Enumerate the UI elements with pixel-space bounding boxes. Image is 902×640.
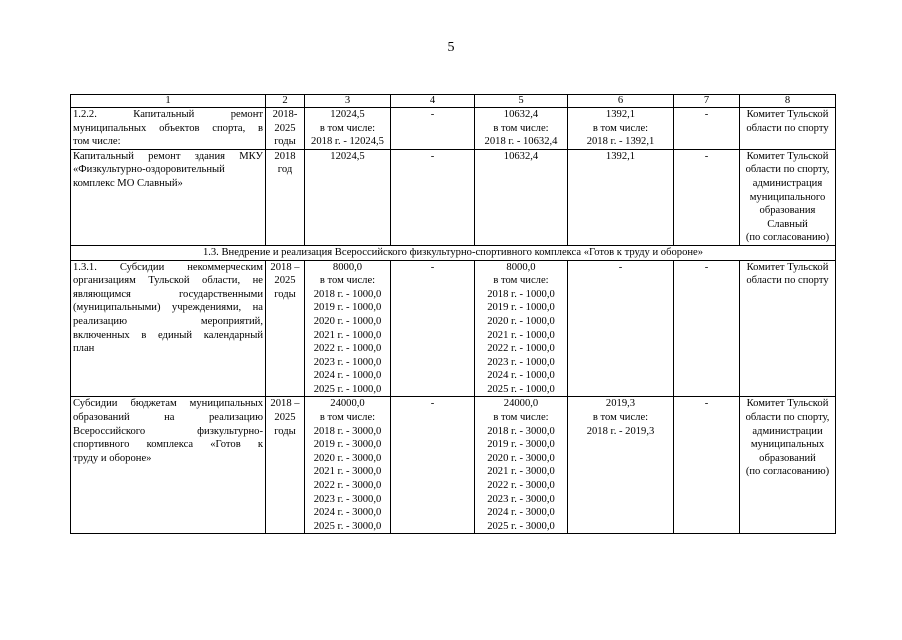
cell-line: годы: [274, 425, 296, 437]
cell-line: -: [430, 150, 435, 162]
description-line: 1.3.1. Субсидии некоммерческим: [73, 261, 263, 273]
page-number: 5: [447, 40, 455, 55]
cell-line: -: [430, 398, 435, 410]
regional-budget-cell: [475, 149, 568, 245]
total-funding-cell: [305, 108, 391, 150]
description-line: комплекс МО Славный»: [73, 177, 183, 189]
cell-line: -: [704, 109, 709, 120]
cell-line: 2020 г. - 1000,0: [487, 315, 555, 327]
activity-description: [71, 149, 266, 245]
other-sources-cell: [674, 260, 740, 397]
cell-line: 2018 г. - 1000,0: [487, 288, 555, 300]
cell-line: 2025: [274, 275, 296, 287]
cell-line: 8000,0: [506, 261, 536, 273]
cell-line: 2019 г. - 3000,0: [487, 439, 555, 451]
federal-budget-cell: [391, 397, 475, 534]
cell-line: -: [618, 261, 623, 273]
cell-line: 2018 –: [270, 261, 300, 273]
cell-line: области по спорту,: [745, 164, 830, 176]
cell-line: 2020 г. - 1000,0: [313, 315, 382, 327]
column-number: 3: [305, 95, 391, 108]
description-line: Субсидии бюджетам муниципальных: [73, 398, 263, 410]
cell-line: области по спорту: [746, 275, 829, 287]
cell-line: 2019,3: [605, 398, 636, 410]
cell-line: 12024,5: [330, 150, 365, 162]
total-funding-cell: [305, 397, 391, 534]
description-line: являющимся государственными: [73, 288, 263, 300]
cell-line: в том числе:: [592, 412, 649, 424]
regional-budget-cell: [475, 397, 568, 534]
cell-line: 2018 –: [270, 398, 300, 410]
activity-description: [71, 260, 266, 397]
cell-line: 2021 г. - 1000,0: [487, 329, 555, 341]
table-row: [71, 397, 836, 534]
cell-line: администрации: [752, 425, 823, 437]
executor-cell: [740, 260, 836, 397]
cell-line: в том числе:: [319, 412, 376, 424]
period-cell: [266, 149, 305, 245]
other-sources-cell: [674, 149, 740, 245]
cell-line: 8000,0: [332, 261, 363, 273]
cell-line: -: [704, 398, 709, 410]
description-line: образований на реализацию: [73, 412, 263, 424]
period-cell: [266, 108, 305, 150]
description-line: (муниципальными) учреждениями, на: [73, 302, 263, 314]
cell-line: 2023 г. - 1000,0: [487, 356, 555, 368]
cell-line: в том числе:: [319, 275, 376, 287]
cell-line: в том числе:: [493, 412, 549, 424]
cell-line: 2024 г. - 1000,0: [313, 370, 382, 382]
cell-line: 2019 г. - 1000,0: [487, 302, 555, 314]
cell-line: в том числе:: [319, 122, 376, 134]
cell-line: 2019 г. - 3000,0: [313, 439, 382, 451]
cell-line: 2021 г. - 3000,0: [313, 466, 382, 478]
activity-description: [71, 108, 266, 150]
cell-line: 2018 г. - 12024,5: [311, 136, 384, 148]
description-line: план: [73, 343, 95, 355]
cell-line: Комитет Тульской: [746, 150, 829, 162]
cell-line: 2018 г. - 1000,0: [313, 288, 382, 300]
cell-line: -: [430, 109, 435, 120]
column-number-row: [71, 95, 836, 108]
cell-line: 2025 г. - 3000,0: [487, 520, 555, 532]
other-sources-cell: [674, 108, 740, 150]
cell-line: образований: [759, 452, 816, 464]
cell-line: (по согласованию): [745, 466, 830, 478]
column-number: 4: [391, 95, 475, 108]
cell-line: годы: [274, 136, 296, 148]
description-line: Капитальный ремонт здания МКУ: [73, 150, 263, 162]
cell-line: 2018: [274, 150, 296, 162]
description-line: спортивного комплекса «Готов к: [73, 439, 263, 451]
cell-line: 2018 г. - 10632,4: [484, 136, 558, 148]
section-heading: 1.3. Внедрение и реализация Всероссийского физкультурно-спортивного комплекса «Готов к труду и обороне»: [71, 245, 836, 260]
local-budget-cell: [568, 397, 674, 534]
cell-line: 2020 г. - 3000,0: [487, 452, 555, 464]
cell-line: Славный: [767, 218, 808, 230]
cell-line: 2024 г. - 3000,0: [487, 507, 555, 519]
table-row: [71, 260, 836, 397]
cell-line: -: [704, 261, 709, 273]
cell-line: 2021 г. - 3000,0: [487, 466, 555, 478]
column-number: 1: [71, 95, 266, 108]
cell-line: 2018 г. - 3000,0: [313, 425, 382, 437]
description-line: муниципальных объектов спорта, в: [73, 122, 263, 134]
cell-line: 1392,1: [605, 150, 636, 162]
cell-line: муниципального: [749, 191, 826, 203]
column-number: 2: [266, 95, 305, 108]
cell-line: 2022 г. - 3000,0: [313, 480, 382, 492]
description-line: 1.2.2. Капитальный ремонт: [73, 109, 263, 120]
cell-line: -: [430, 261, 435, 273]
cell-line: 2022 г. - 1000,0: [487, 343, 555, 355]
cell-line: 2025 г. - 3000,0: [313, 520, 382, 532]
description-line: труду и обороне»: [73, 452, 152, 464]
cell-line: области по спорту: [746, 122, 829, 134]
description-line: включенных в единый календарный: [73, 329, 263, 341]
cell-line: -: [704, 150, 709, 162]
cell-line: 2019 г. - 1000,0: [313, 302, 382, 314]
cell-line: 2023 г. - 3000,0: [313, 493, 382, 505]
table-row: [71, 149, 836, 245]
executor-cell: [740, 108, 836, 150]
cell-line: 2018 г. - 2019,3: [586, 425, 655, 437]
column-number: 7: [674, 95, 740, 108]
cell-line: муниципальных: [750, 439, 825, 451]
total-funding-cell: [305, 260, 391, 397]
period-cell: [266, 260, 305, 397]
period-cell: [266, 397, 305, 534]
table-row: [71, 108, 836, 150]
cell-line: 2023 г. - 1000,0: [313, 356, 382, 368]
program-table: [70, 94, 836, 534]
section-heading-row: [71, 245, 836, 260]
cell-line: 2025: [274, 122, 296, 134]
cell-line: 2020 г. - 3000,0: [313, 452, 382, 464]
cell-line: годы: [274, 288, 296, 300]
cell-line: Комитет Тульской: [746, 109, 829, 120]
column-number: 6: [568, 95, 674, 108]
description-line: организациям Тульской области, не: [73, 275, 263, 287]
other-sources-cell: [674, 397, 740, 534]
cell-line: Комитет Тульской: [746, 261, 829, 273]
cell-line: 1392,1: [605, 109, 636, 120]
cell-line: 2025 г. - 1000,0: [487, 383, 555, 395]
cell-line: 2025: [274, 412, 296, 424]
description-line: том числе:: [73, 136, 121, 148]
regional-budget-cell: [475, 108, 568, 150]
cell-line: 2021 г. - 1000,0: [313, 329, 382, 341]
cell-line: 2024 г. - 1000,0: [487, 370, 555, 382]
local-budget-cell: [568, 149, 674, 245]
federal-budget-cell: [391, 149, 475, 245]
cell-line: 2022 г. - 1000,0: [313, 343, 382, 355]
federal-budget-cell: [391, 260, 475, 397]
cell-line: (по согласованию): [745, 232, 830, 244]
cell-line: области по спорту,: [745, 412, 830, 424]
cell-line: в том числе:: [493, 275, 549, 287]
executor-cell: [740, 397, 836, 534]
column-number: 8: [740, 95, 836, 108]
local-budget-cell: [568, 108, 674, 150]
cell-line: 12024,5: [330, 109, 365, 120]
cell-line: 24000,0: [503, 398, 539, 410]
cell-line: образования: [759, 205, 816, 217]
cell-line: 2024 г. - 3000,0: [313, 507, 382, 519]
cell-line: 2018 г. - 1392,1: [586, 136, 655, 148]
cell-line: 24000,0: [330, 398, 365, 410]
cell-line: 2018 г. - 3000,0: [487, 425, 555, 437]
column-number: 5: [475, 95, 568, 108]
regional-budget-cell: [475, 260, 568, 397]
activity-description: [71, 397, 266, 534]
description-line: «Физкультурно-оздоровительный: [73, 164, 225, 176]
cell-line: 2022 г. - 3000,0: [487, 480, 555, 492]
cell-line: в том числе:: [493, 122, 549, 134]
federal-budget-cell: [391, 108, 475, 150]
cell-line: 2023 г. - 3000,0: [487, 493, 555, 505]
cell-line: 2025 г. - 1000,0: [313, 383, 382, 395]
description-line: Всероссийского физкультурно-: [73, 425, 263, 437]
cell-line: 10632,4: [503, 109, 539, 120]
description-line: реализацию мероприятий,: [73, 315, 263, 327]
cell-line: администрация: [752, 177, 823, 189]
cell-line: Комитет Тульской: [746, 398, 829, 410]
executor-cell: [740, 149, 836, 245]
total-funding-cell: [305, 149, 391, 245]
cell-line: 10632,4: [503, 150, 539, 162]
cell-line: в том числе:: [592, 122, 649, 134]
cell-line: год: [277, 164, 293, 176]
local-budget-cell: [568, 260, 674, 397]
cell-line: 2018-: [272, 109, 298, 120]
